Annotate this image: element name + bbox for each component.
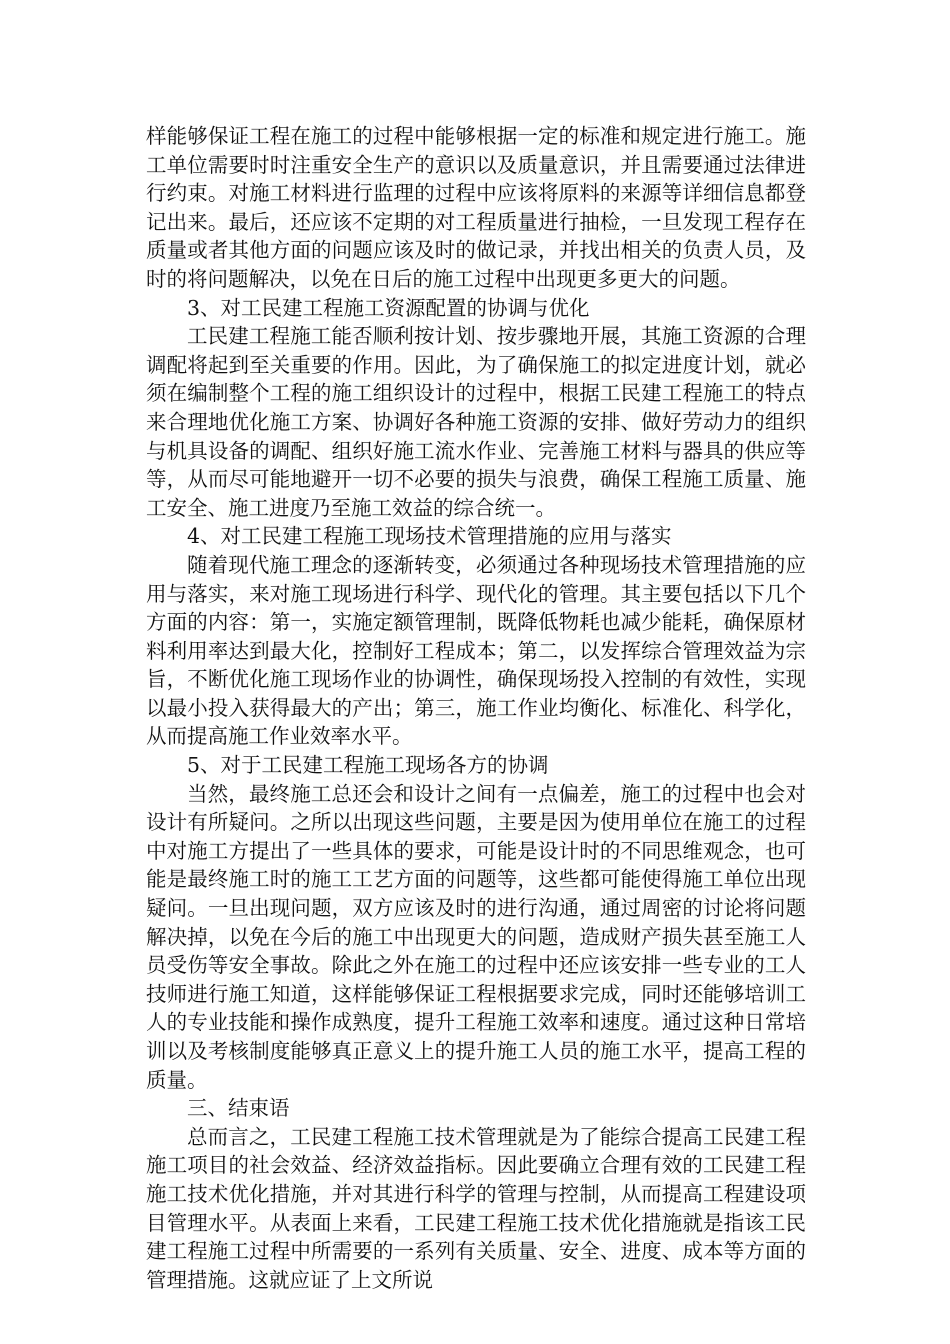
- paragraph-conclusion: 总而言之，工民建工程施工技术管理就是为了能综合提高工民建工程施工项目的社会效益、经济效益指标。因此要确立合理有效的工民建工程施工技术优化措施，并对其进行科学的管理与控制，从而提高工程建设项目管理水平。从表面上来看，工民建工程施工技术优化措施就是指该工民建工程施工过程中所需要的一系列有关质量、安全、进度、成本等方面的管理措施。这就应证了上文所说: [146, 1124, 806, 1292]
- paragraph-coordination: 当然，最终施工总还会和设计之间有一点偏差，施工的过程中也会对设计有所疑问。之所以出现这些问题，主要是因为使用单位在施工的过程中对施工方提出了一些具体的要求，可能是设计时的不同思维观念，也可能是最终施工时的施工工艺方面的问题等，这些都可能使得施工单位出现疑问。一旦出现问题，双方应该及时的进行沟通，通过周密的讨论将问题解决掉，以免在今后的施工中出现更大的问题，造成财产损失甚至施工人员受伤等安全事故。除此之外在施工的过程中还应该安排一些专业的工人技师进行施工知道，这样能够保证工程根据要求完成，同时还能够培训工人的专业技能和操作成熟度，提升工程施工效率和速度。通过这种日常培训以及考核制度能够真正意义上的提升施工人员的施工水平，提高工程的质量。: [146, 781, 806, 1092]
- paragraph-resource-allocation: 工民建工程施工能否顺利按计划、按步骤地开展，其施工资源的合理调配将起到至关重要的作用。因此，为了确保施工的拟定进度计划，就必须在编制整个工程的施工组织设计的过程中，根据工民建工程施工的特点来合理地优化施工方案、协调好各种施工资源的安排、做好劳动力的组织与机具设备的调配、组织好施工流水作业、完善施工材料与器具的供应等等，从而尽可能地避开一切不必要的损失与浪费，确保工程施工质量、施工安全、施工进度乃至施工效益的综合统一。: [146, 324, 806, 520]
- section-heading-4: 4、对工民建工程施工现场技术管理措施的应用与落实: [187, 524, 672, 549]
- paragraph-continued: 样能够保证工程在施工的过程中能够根据一定的标准和规定进行施工。施工单位需要时时注重安全生产的意识以及质量意识，并且需要通过法律进行约束。对施工材料进行监理的过程中应该将原料的来源等详细信息都登记出来。最后，还应该不定期的对工程质量进行抽检，一旦发现工程存在质量或者其他方面的问题应该及时的做记录，并找出相关的负责人员，及时的将问题解决，以免在日后的施工过程中出现更多更大的问题。: [146, 124, 806, 291]
- section-heading-3: 3、对工民建工程施工资源配置的协调与优化: [187, 295, 590, 320]
- section-heading-conclusion: 三、结束语: [187, 1096, 290, 1121]
- section-heading-5: 5、对于工民建工程施工现场各方的协调: [187, 753, 549, 778]
- paragraph-technical-management: 随着现代施工理念的逐渐转变，必须通过各种现场技术管理措施的应用与落实，来对施工现场进行科学、现代化的管理。其主要包括以下几个方面的内容：第一，实施定额管理制，既降低物耗也减少能耗，确保原材料利用率达到最大化，控制好工程成本；第二，以发挥综合管理效益为宗旨，不断优化施工现场作业的协调性，确保现场投入控制的有效性，实现以最小投入获得最大的产出；第三，施工作业均衡化、标准化、科学化，从而提高施工作业效率水平。: [146, 552, 806, 749]
- document-body: [146, 122, 806, 1294]
